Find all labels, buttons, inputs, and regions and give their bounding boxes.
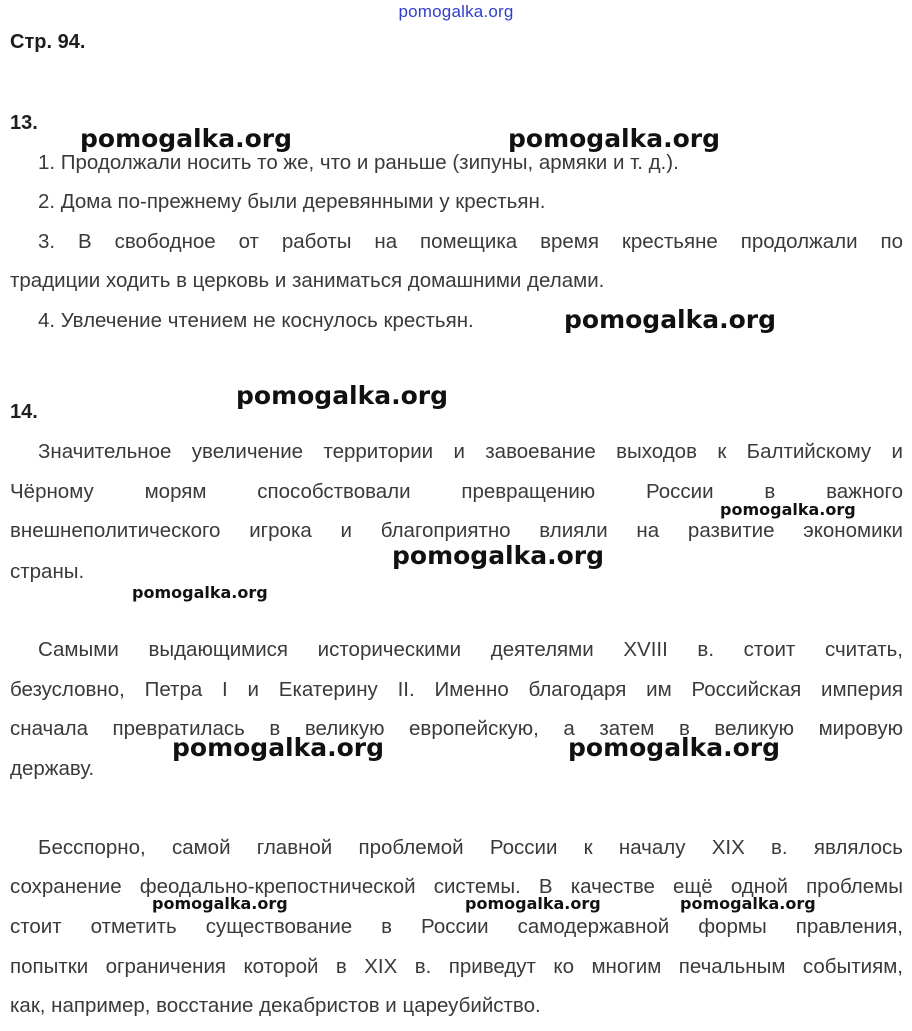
watermark: pomogalka.org: [568, 733, 781, 762]
paragraph-2-line-3: сначала превратилась в великую европейскую, а затем в великую мировую: [10, 717, 903, 740]
watermark: pomogalka.org: [564, 305, 777, 334]
watermark: pomogalka.org: [720, 500, 856, 519]
paragraph-3-line-3: стоит отметить существование в России самодержавной формы правления,: [10, 915, 903, 938]
paragraph-1-line-3: внешнеполитического игрока и благоприятно влияли на развитие экономики: [10, 519, 903, 542]
paragraph-1-line-1: Значительное увеличение территории и завоевание выходов к Балтийскому и: [38, 440, 903, 463]
section-13-item-4: 4. Увлечение чтением не коснулось крестьян.: [38, 309, 474, 332]
section-13-item-3-cont: традиции ходить в церковь и заниматься домашними делами.: [10, 269, 605, 292]
watermark: pomogalka.org: [132, 583, 268, 602]
paragraph-2-line-1: Самыми выдающимися историческими деятелями XVIII в. стоит считать,: [38, 638, 903, 661]
watermark: pomogalka.org: [80, 124, 293, 153]
section-13-item-2: 2. Дома по-прежнему были деревянными у крестьян.: [38, 190, 546, 213]
watermark: pomogalka.org: [508, 124, 721, 153]
paragraph-3-line-1: Бесспорно, самой главной проблемой России к началу XIX в. являлось: [38, 836, 903, 859]
paragraph-3-line-5: как, например, восстание декабристов и цареубийство.: [10, 994, 541, 1017]
watermark: pomogalka.org: [392, 541, 605, 570]
paragraph-1-line-2: Чёрному морям способствовали превращению России в важного: [10, 480, 903, 503]
watermark: pomogalka.org: [172, 733, 385, 762]
paragraph-3-line-4: попытки ограничения которой в XIX в. приведут ко многим печальным событиям,: [10, 955, 903, 978]
watermark: pomogalka.org: [152, 894, 288, 913]
paragraph-1-line-4: страны.: [10, 560, 85, 583]
paragraph-2-line-4: державу.: [10, 757, 95, 780]
watermark: pomogalka.org: [465, 894, 601, 913]
page-label: Стр. 94.: [10, 31, 86, 53]
watermark: pomogalka.org: [680, 894, 816, 913]
watermark: pomogalka.org: [236, 381, 449, 410]
section-13-item-1: 1. Продолжали носить то же, что и раньше (зипуны, армяки и т. д.).: [38, 151, 679, 174]
section-13-number: 13.: [10, 112, 38, 134]
section-13-item-3: 3. В свободное от работы на помещика время крестьяне продолжали по: [38, 230, 903, 253]
section-14-number: 14.: [10, 401, 38, 423]
paragraph-3-line-2: сохранение феодально-крепостнической системы. В качестве ещё одной проблемы: [10, 875, 903, 898]
paragraph-2-line-2: безусловно, Петра I и Екатерину II. Именно благодаря им Российская империя: [10, 678, 903, 701]
site-watermark-top: pomogalka.org: [398, 2, 514, 21]
